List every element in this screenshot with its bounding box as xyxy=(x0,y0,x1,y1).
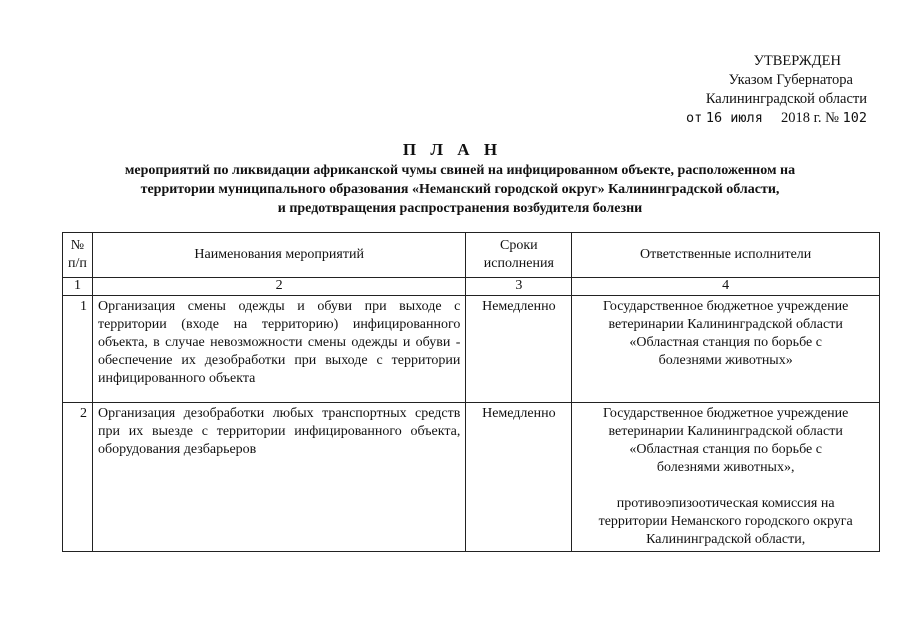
date-day-month: 16 июля xyxy=(705,110,763,126)
column-number-row xyxy=(63,278,880,296)
column-number: 3 xyxy=(466,278,572,296)
document-subtitle xyxy=(60,161,860,218)
approval-status: УТВЕРЖДЕН xyxy=(753,53,841,69)
responsible-line: ветеринарии Калининградской области xyxy=(608,317,843,332)
subtitle-line: и предотвращения распространения возбудителя болезни xyxy=(277,201,643,216)
column-number: 2 xyxy=(92,278,465,296)
table-row xyxy=(63,296,880,403)
row-term: Немедленно xyxy=(466,403,572,552)
row-activity: Организация смены одежды и обуви при выходе с территории (входе на территорию) инфицированного объекта, в случае невозможности смены одежды и обуви - обеспечение их дезобработки при выходе с территории инфицированного объекта xyxy=(92,296,465,403)
subtitle-line: территории муниципального образования «Неманский городской округ» Калининградской области, xyxy=(140,182,780,197)
header-num-line1: № xyxy=(70,238,85,253)
header-num xyxy=(63,233,93,278)
responsible-extra-line: территории Неманского городского округа xyxy=(598,514,853,529)
approval-authority: Указом Губернатора xyxy=(728,72,853,88)
plan-table xyxy=(62,232,880,552)
approval-block xyxy=(647,52,867,128)
document-title: П Л А Н xyxy=(402,140,503,159)
column-number: 4 xyxy=(572,278,880,296)
responsible-line: Государственное бюджетное учреждение xyxy=(603,406,849,421)
approval-date xyxy=(647,109,867,128)
row-activity: Организация дезобработки любых транспортных средств при их выезде с территории инфицированного объекта, оборудования дезбарьеров xyxy=(92,403,465,552)
table-header-row xyxy=(63,233,880,278)
row-responsible xyxy=(572,296,880,403)
header-term-line2: исполнения xyxy=(483,256,554,271)
header-term xyxy=(466,233,572,278)
header-num-line2: п/п xyxy=(68,256,87,271)
responsible-line: болезнями животных», xyxy=(656,460,795,475)
header-activity: Наименования мероприятий xyxy=(92,233,465,278)
row-number: 1 xyxy=(63,296,93,403)
row-responsible xyxy=(572,403,880,552)
header-responsible: Ответственные исполнители xyxy=(572,233,880,278)
decree-number: 102 xyxy=(842,110,867,126)
row-number: 2 xyxy=(63,403,93,552)
responsible-line: ветеринарии Калининградской области xyxy=(608,424,843,439)
date-prefix: от xyxy=(686,110,703,126)
responsible-extra-line: Калининградской области, xyxy=(646,532,806,547)
responsible-line: Государственное бюджетное учреждение xyxy=(603,299,849,314)
responsible-line: «Областная станция по борьбе с xyxy=(629,335,822,350)
responsible-line: «Областная станция по борьбе с xyxy=(629,442,822,457)
subtitle-line: мероприятий по ликвидации африканской чумы свиней на инфицированном объекте, расположенном на xyxy=(124,163,796,178)
table-row xyxy=(63,403,880,552)
header-term-line1: Сроки xyxy=(500,238,538,253)
column-number: 1 xyxy=(63,278,93,296)
responsible-line: болезнями животных» xyxy=(658,353,793,368)
row-term: Немедленно xyxy=(466,296,572,403)
responsible-extra-line: противоэпизоотическая комиссия на xyxy=(616,496,835,511)
approval-region: Калининградской области xyxy=(705,91,867,107)
date-year: 2018 г. № xyxy=(780,110,839,126)
